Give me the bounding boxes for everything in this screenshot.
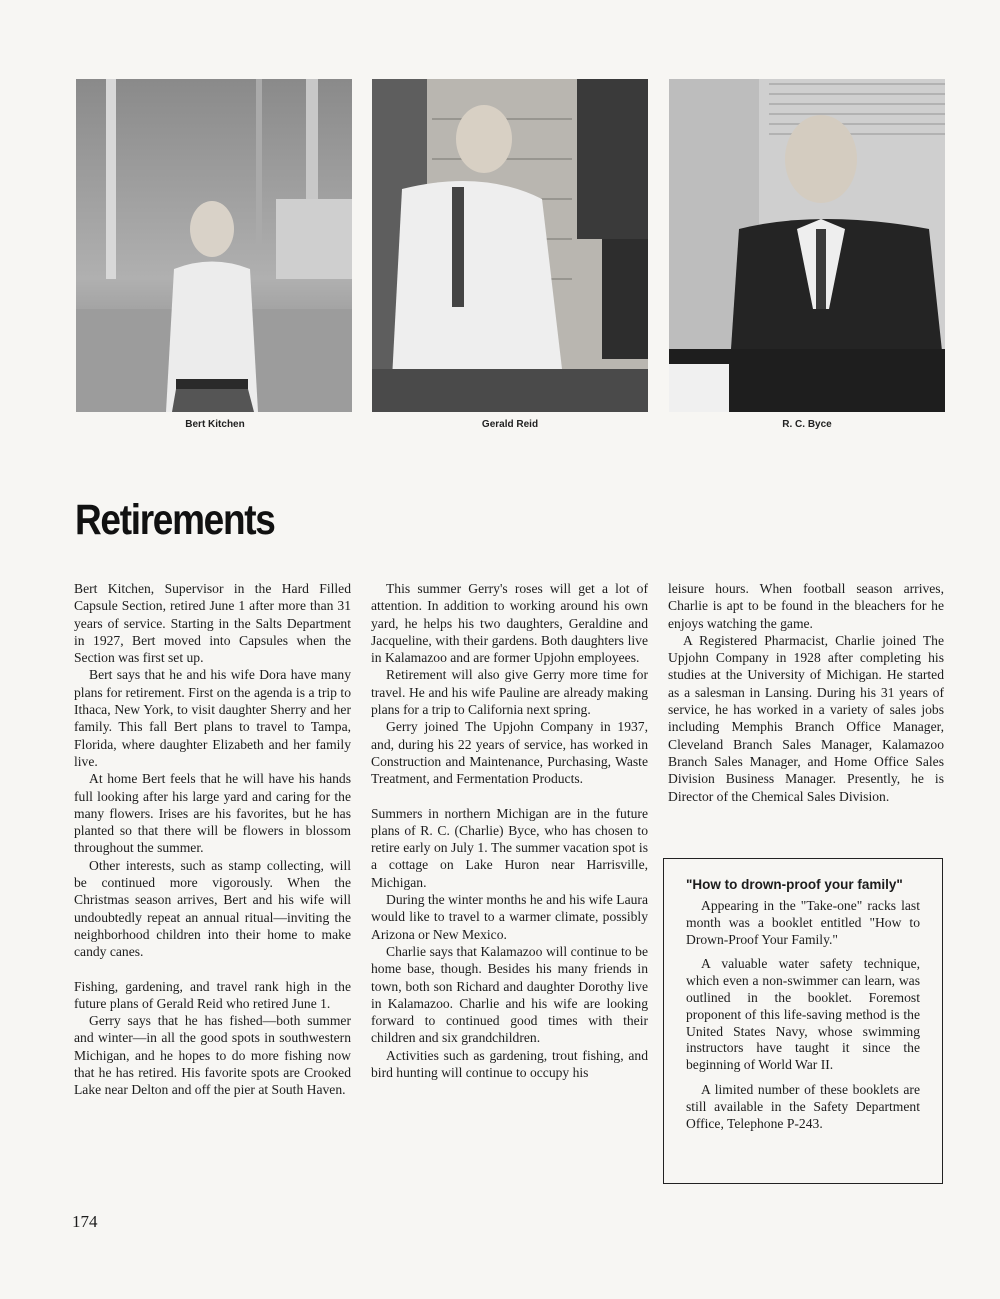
sidebar-paragraph: A valuable water safety technique, which even a non-swimmer can learn, was outlined in the booklet. Foremost proponent of this life-saving method is the United States Navy, whose swimming instructors have taught it since the beginning of World War II. xyxy=(686,956,920,1073)
photo-gerald-reid xyxy=(372,79,648,412)
paragraph: Bert Kitchen, Supervisor in the Hard Filled Capsule Section, retired June 1 after more than 31 years of service. Starting in the Salts Department in 1927, Bert moved into Capsules when the Section was first set up. xyxy=(74,581,351,666)
paragraph: This summer Gerry's roses will get a lot of attention. In addition to working around his own yard, he helps his two daughters, Geraldine and Jacqueline, with their gardens. Both daughters live in Kalamazoo and are former Upjohn employees. xyxy=(371,581,648,666)
photo-rc-byce xyxy=(669,79,945,412)
paragraph: Bert says that he and his wife Dora have many plans for retirement. First on the agenda is a trip to Ithaca, New York, to visit daughter Sherry and her family. This fall Bert plans to travel to Tampa, Florida, where daughter Elizabeth and her family live. xyxy=(74,667,351,769)
photo-caption: Bert Kitchen xyxy=(185,419,245,430)
photo-caption: R. C. Byce xyxy=(782,419,832,430)
page-title: Retirements xyxy=(75,496,275,544)
sidebar-paragraph: Appearing in the "Take-one" racks last month was a booklet entitled "How to Drown-Proof Your Family." xyxy=(686,898,920,947)
paragraph: Gerry joined The Upjohn Company in 1937, and, during his 22 years of service, has worked in Construction and Maintenance, Purchasing, Waste Treatment, and Fermentation Products. xyxy=(371,719,648,787)
paragraph: Activities such as gardening, trout fishing, and bird hunting will continue to occupy his xyxy=(371,1047,648,1081)
paragraph: At home Bert feels that he will have his hands full looking after his large yard and caring for the many flowers. Irises are his favorites, but he has planted so that there will be flowers in blossom throughout the summer. xyxy=(74,771,351,856)
photo-bert-kitchen xyxy=(76,79,352,412)
page-number: 174 xyxy=(72,1212,98,1231)
sidebar-box xyxy=(663,858,943,1184)
paragraph: Retirement will also give Gerry more time for travel. He and his wife Pauline are already making plans for a trip to California next spring. xyxy=(371,667,648,718)
paragraph: During the winter months he and his wife Laura would like to travel to a warmer climate, possibly Arizona or New Mexico. xyxy=(371,892,648,942)
paragraph: Summers in northern Michigan are in the future plans of R. C. (Charlie) Byce, who has chosen to retire early on July 1. The summer vacation spot is a cottage on Lake Huron near Harrisville, Michigan. xyxy=(371,805,648,890)
sidebar-title: "How to drown-proof your family" xyxy=(686,877,903,892)
article-column-1 xyxy=(74,580,351,1099)
sidebar-paragraph: A limited number of these booklets are still available in the Safety Department Office, Telephone P-243. xyxy=(686,1081,920,1131)
article-column-2 xyxy=(371,580,648,1081)
paragraph: Fishing, gardening, and travel rank high in the future plans of Gerald Reid who retired June 1. xyxy=(74,978,351,1011)
paragraph: A Registered Pharmacist, Charlie joined The Upjohn Company in 1928 after completing his studies at the University of Michigan. He started as a salesman in Lansing. During his 31 years of service, he has worked in a variety of sales jobs including Memphis Branch Office Manager, Cleveland Branch Sales Manager, Kalamazoo Branch Sales Manager, and Home Office Sales Division Business Manager. Presently, he is Director of the Chemical Sales Division. xyxy=(668,632,944,804)
photo-caption: Gerald Reid xyxy=(481,419,539,430)
paragraph: Charlie says that Kalamazoo will continue to be home base, though. Besides his many friends in town, both son Richard and daughter Dorothy live in Kalamazoo. Charlie and his wife are looking forward to continued good times with their children and six grandchildren. xyxy=(371,943,648,1046)
paragraph: Gerry says that he has fished—both summer and winter—in all the good spots in southwestern Michigan, and he hopes to do more fishing now that he has retired. His favorite spots are Crooked Lake near Delton and off the pier at South Haven. xyxy=(74,1013,351,1098)
paragraph: leisure hours. When football season arrives, Charlie is apt to be found in the bleachers for he enjoys watching the game. xyxy=(668,581,944,631)
article-column-3 xyxy=(668,580,944,805)
paragraph: Other interests, such as stamp collecting, will be continued more vigorously. When the Christmas season arrives, Bert and his wife will undoubtedly repeat an annual ritual—inviting the neighborhood children into their home to make candy canes. xyxy=(74,857,351,960)
